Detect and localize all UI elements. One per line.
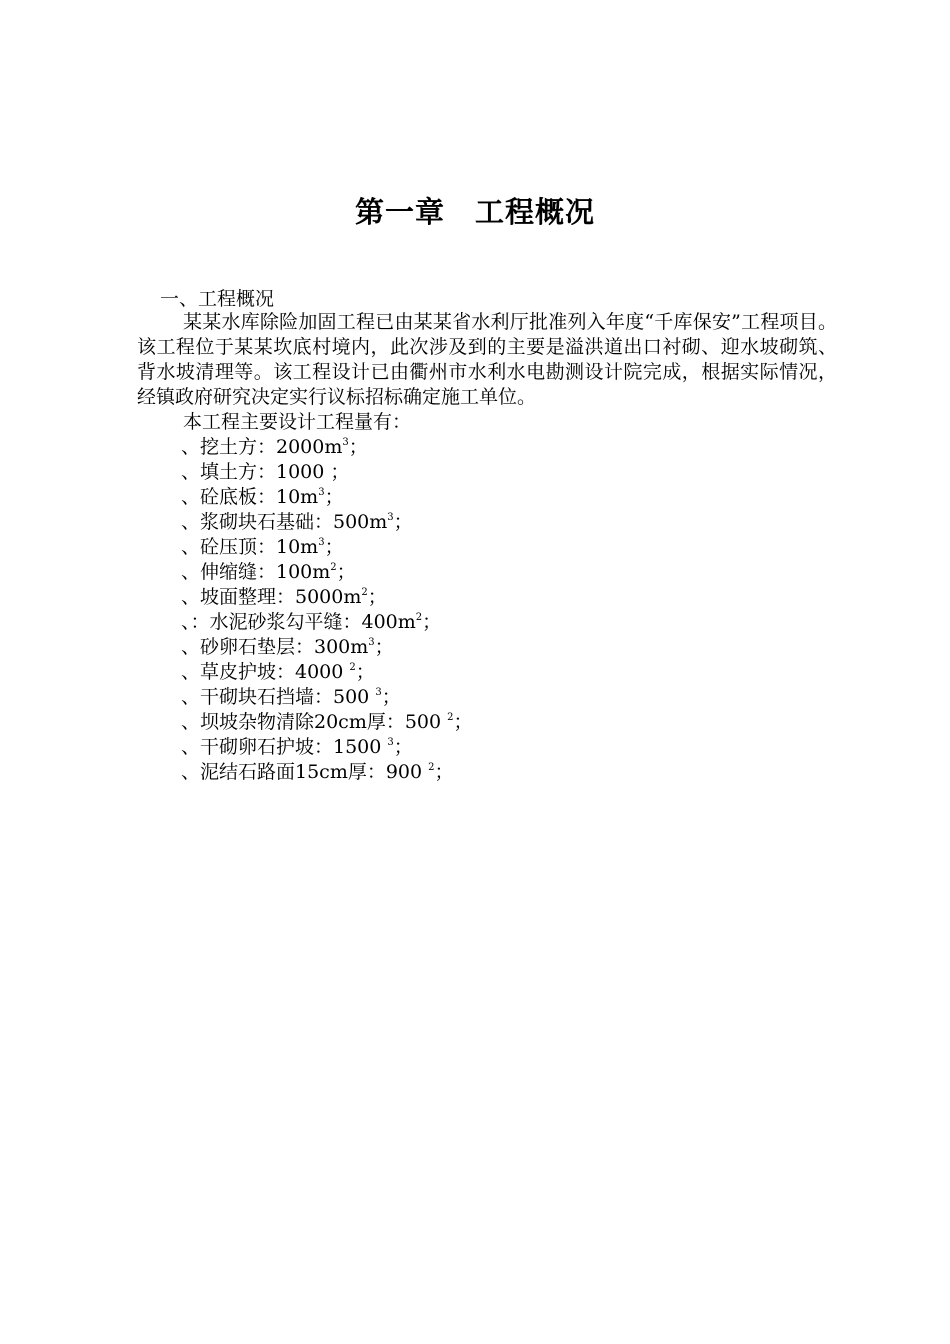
quantity-item-text: 、干砌块石挡墙：500 xyxy=(181,686,376,708)
quantity-unit-exponent: 2 xyxy=(361,587,368,598)
quantity-unit-exponent: 2 xyxy=(415,612,423,623)
section-heading: 一、工程概况 xyxy=(160,288,275,310)
quantity-item-text: 、挖土方：2000m xyxy=(181,436,343,458)
quantity-item-end: ； xyxy=(381,686,401,708)
intro-paragraph: 某某水库除险加固工程已由某某省水利厅批准列入年度“千库保安”工程项目。该工程位于某某坎底村境内，此次涉及到的主要是溢洪道出口衬砌、迎水坡砌筑、背水坡清理等。该工程设计已由衢州市水利水电勘测设计院完成，根据实际情况，经镇政府研究决定实行议标招标确定施工单位。 xyxy=(137,311,837,408)
quantity-unit-exponent: 3 xyxy=(318,487,325,498)
quantity-item-end: ； xyxy=(453,711,473,733)
quantity-item-end: ； xyxy=(422,611,442,633)
quantity-item-end: ； xyxy=(393,736,413,758)
quantity-item xyxy=(181,610,837,635)
quantity-item-text: 、伸缩缝：100m xyxy=(181,561,331,583)
quantity-item-end: ； xyxy=(355,661,375,683)
quantity-item-text: 、砼底板：10m xyxy=(181,486,319,508)
quantity-item-text: 、坝坡杂物清除20cm厚：500 xyxy=(181,711,448,733)
chapter-title: 第一章 工程概况 xyxy=(354,195,595,229)
quantity-item-end: ； xyxy=(324,536,344,558)
quantity-unit-exponent: 3 xyxy=(387,737,394,748)
quantity-item xyxy=(181,485,837,510)
quantity-item-text: 、填土方：1000 xyxy=(181,461,331,483)
quantity-unit-exponent: 3 xyxy=(318,537,325,548)
quantity-unit-exponent: 3 xyxy=(342,437,349,448)
quantity-item-text: 、砼压顶：10m xyxy=(181,536,319,558)
quantity-item-end: ； xyxy=(434,761,454,783)
quantity-item xyxy=(181,460,837,485)
quantities-lead: 本工程主要设计工程量有： xyxy=(183,411,412,433)
quantity-item-text: 、坡面整理：5000m xyxy=(181,586,362,608)
quantity-item-end: ； xyxy=(324,486,344,508)
quantity-item-end: ； xyxy=(330,461,350,483)
quantity-unit-exponent: 2 xyxy=(428,762,435,773)
quantity-item-end: ； xyxy=(393,511,413,533)
quantity-list xyxy=(137,435,837,785)
quantity-item-text: 、草皮护坡：4000 xyxy=(181,661,350,683)
quantity-item xyxy=(181,635,837,660)
quantity-item xyxy=(181,585,837,610)
quantity-item-text: 、干砌卵石护坡：1500 xyxy=(181,736,388,758)
quantity-item xyxy=(181,685,837,710)
quantity-item-end: ； xyxy=(348,436,368,458)
quantity-item-text: 、砂卵石垫层：300m xyxy=(181,636,369,658)
document-body xyxy=(137,310,837,785)
quantity-item xyxy=(181,760,837,785)
quantity-unit-exponent: 3 xyxy=(368,637,375,648)
quantity-item-end: ； xyxy=(336,561,356,583)
quantity-item-end: ； xyxy=(374,636,394,658)
quantity-item-text: 、：水泥砂浆勾平缝：400m xyxy=(181,611,416,633)
quantity-unit-exponent: 2 xyxy=(349,662,356,673)
quantity-item xyxy=(181,535,837,560)
quantity-item xyxy=(181,560,837,585)
quantity-item xyxy=(181,510,837,535)
quantity-item xyxy=(181,735,837,760)
quantity-unit-exponent: 3 xyxy=(375,687,382,698)
quantity-item-end: ； xyxy=(367,586,387,608)
quantity-unit-exponent: 3 xyxy=(387,512,394,523)
quantity-item xyxy=(181,710,837,735)
quantity-unit-exponent: 2 xyxy=(330,562,337,573)
quantity-item-text: 、泥结石路面15cm厚：900 xyxy=(181,761,429,783)
quantity-item xyxy=(181,660,837,685)
quantity-item-text: 、浆砌块石基础：500m xyxy=(181,511,388,533)
quantity-unit-exponent: 2 xyxy=(447,712,454,723)
quantity-item xyxy=(181,435,837,460)
